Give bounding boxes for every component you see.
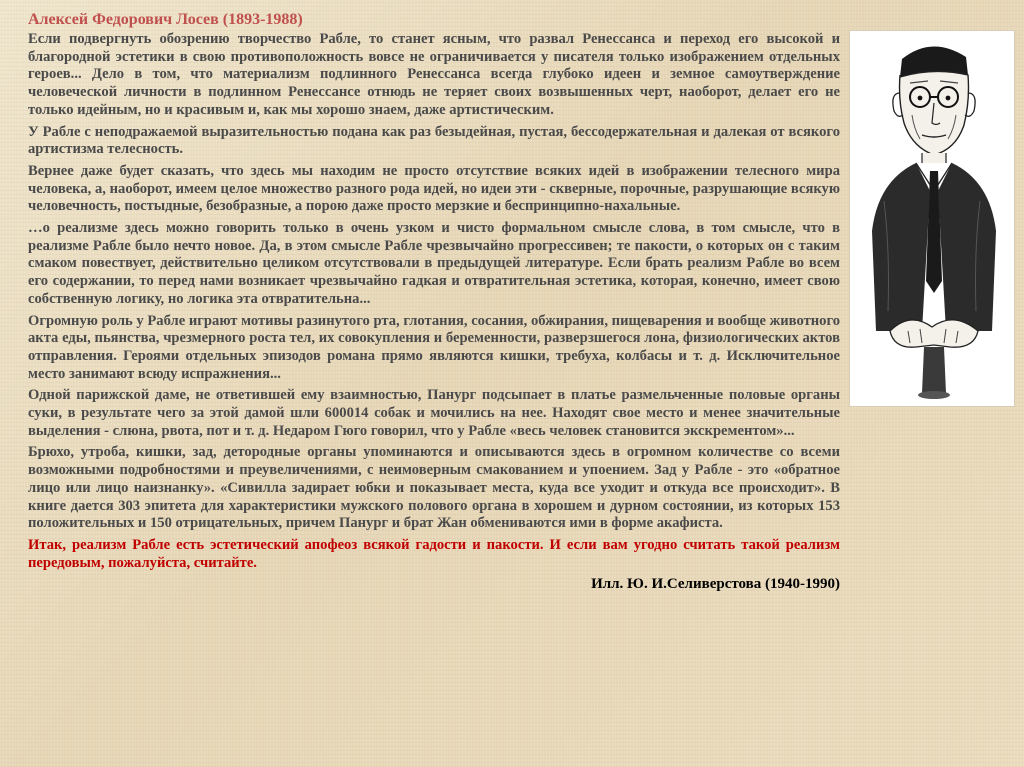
paragraph-5: Огромную роль у Рабле играют мотивы разинутого рта, глотания, сосания, обжирания, пищеварения и вообще животного акта еды, пьянства, чрезмерного роста тел, их совокупления и беременности, разверзшегося лона, физиологических актов отправления. Героями отдельных эпизодов романа прямо являются кишки, требуха, колбасы и т. д. Исключительное место занимают всюду испражнения... [28, 312, 840, 382]
paragraph-1: Если подвергнуть обозрению творчество Рабле, то станет ясным, что развал Ренессанса и переход его высокой и благородной эстетики в свою противоположность вовсе не ограничивается у писателя только изображением отдельных героев... Дело в том, что материализм подлинного Ренессанса всегда глубоко идеен и земное самоутверждение человеческой личности в подлинном Ренессансе отнюдь не теряет своих возвышенных черт, наоборот, делает его не только идейным, но и красивым и, как мы хорошо знаем, даже артистическим. [28, 31, 840, 118]
text-column [28, 10, 840, 594]
conclusion-paragraph: Итак, реализм Рабле есть эстетический апофеоз всякой гадости и пакости. И если вам угодно считать такой реализм передовым, пожалуйста, считайте. [28, 536, 840, 571]
portrait-illustration [850, 31, 1014, 406]
portrait-drawing [850, 31, 1014, 406]
paragraph-4: …о реализме здесь можно говорить только в очень узком и чисто формальном смысле слова, в том смысле, что в реализме Рабле было нечто новое. Да, в этом смысле Рабле чрезвычайно прогрессивен; те пакости, о которых он с таким смаком повествует, действительно целиком отсутствовали в предыдущей литературе. Если брать реализм Рабле во всем его содержании, то перед нами возникает чрезвычайно гадкая и отвратительная эстетика, которая, конечно, имеет свою собственную логику, но логика эта отвратительна... [28, 220, 840, 307]
paragraph-6: Одной парижской даме, не ответившей ему взаимностью, Панург подсыпает в платье размельченные половые органы суки, в результате чего за этой дамой шли 600014 собак и мочились на нее. Находят свое место и менее значительные выделения - слюна, рвота, пот и т. д. Недаром Гюго говорил, что у Рабле «весь человек становится экскрементом»... [28, 387, 840, 439]
illustration-credit: Илл. Ю. И.Селиверстова (1940-1990) [591, 576, 840, 593]
paragraph-3: Вернее даже будет сказать, что здесь мы находим не просто отсутствие всяких идей в изображении телесного мира человека, а, наоборот, имеем целое множество разного рода идей, но идеи эти - скверные, порочные, разрушающие всякую человечность, постыдные, безобразные, а порою даже просто мерзкие и беспринципно-нахальные. [28, 162, 840, 215]
paragraph-2: У Рабле с неподражаемой выразительностью подана как раз безыдейная, пустая, бессодержательная и далекая от всякого артистизма телесность. [28, 123, 840, 158]
slide-heading: Алексей Федорович Лосев (1893-1988) [28, 11, 303, 28]
paragraph-7: Брюхо, утроба, кишки, зад, детородные органы упоминаются и описываются здесь в огромном количестве со всеми возможными подробностями и преувеличениями, с неимоверным смакованием и упоением. Зад у Рабле - это «обратное лицо или лицо наизнанку». «Сивилла задирает юбки и показывает места, куда все уходит и откуда все происходит». В книге дается 303 эпитета для характеристики мужского полового органа в хорошем и дурном состоянии, из которых 153 положительных и 150 отрицательных, причем Панург и брат Жан обмениваются ими в форме акафиста. [28, 444, 840, 532]
